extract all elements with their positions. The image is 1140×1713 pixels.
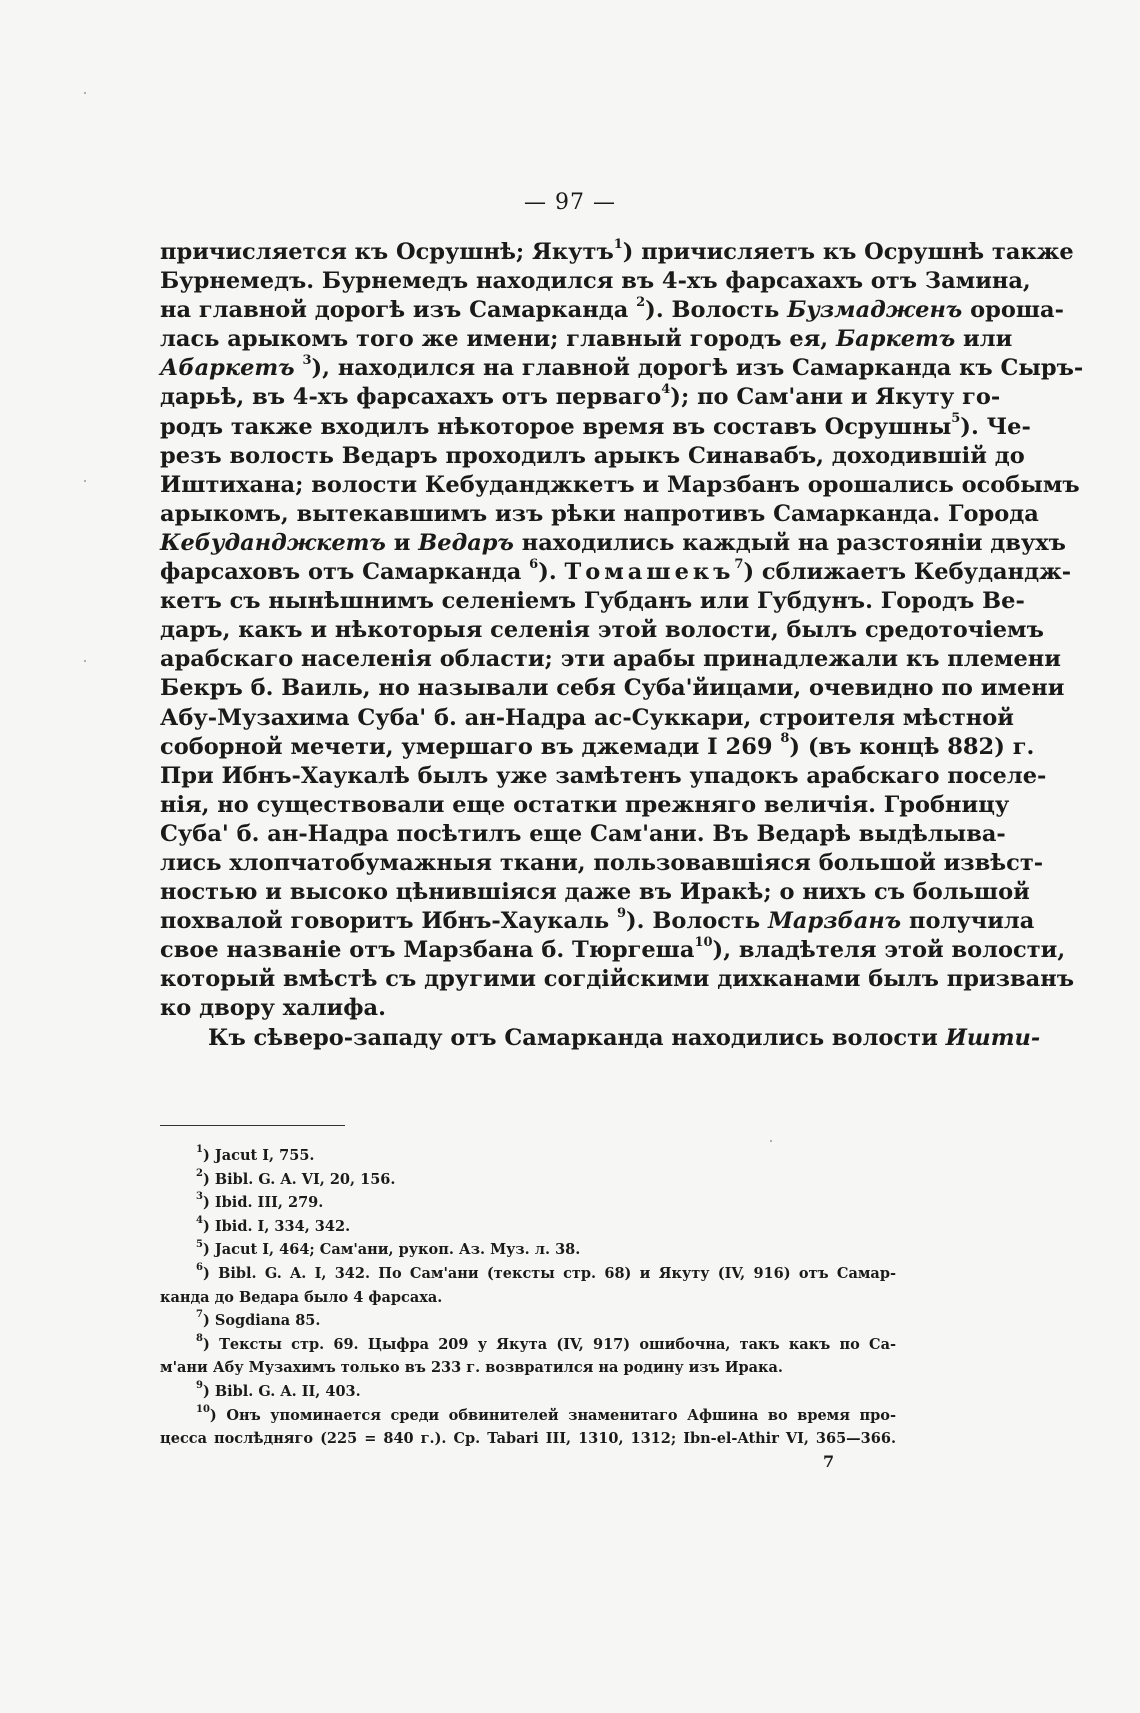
text-line: Абу-Музахима Суба' б. ан-Надра ас-Суккари, строителя мѣстной (160, 704, 1014, 731)
footnote-text: Sogdiana 85. (214, 1312, 321, 1330)
text-run: причисляется къ Осрушнѣ; Якутъ (160, 239, 614, 265)
text-run: на главной дорогѣ изъ Самарканда (160, 297, 629, 324)
footnote-mark: 3 (196, 1191, 203, 1203)
text-run: соборной мечети, умершаго въ джемади I 269 (160, 733, 773, 760)
footnote (160, 1238, 896, 1262)
text-run: ), (311, 355, 330, 382)
footnote-mark: 1 (196, 1144, 203, 1156)
footnote-text: Ibid. III, 279. (214, 1194, 324, 1212)
footnote-ref[interactable]: 2 (636, 294, 646, 310)
footnote-text: Bibl. G. A. I, 342. По Сам'ани (тексты стр. 68) и Якуту (IV, 916) отъ Самар- (218, 1264, 896, 1282)
footnote-line: $^8$) Тексты стр. 69. Цыфра 209 у Якута (IV, 917) ошибочна, такъ какъ по Са- (196, 1332, 896, 1353)
footnote-line: $^5$) Jacut I, 464; Сам'ани, рукоп. Аз. Муз. л. 38. (196, 1238, 581, 1259)
footnote-ref[interactable]: 1 (613, 236, 623, 252)
footnote (160, 1215, 896, 1239)
footnote-text: Bibl. G. A. II, 403. (214, 1382, 361, 1400)
text-line: арабскаго населенія области; эти арабы принадлежали къ племени (160, 646, 1061, 673)
text-line (160, 294, 1064, 325)
text-line: который вмѣстѣ съ другими согдійскими дихканами былъ призванъ (160, 966, 1074, 993)
text-run: фарсаховъ отъ Самарканда (160, 559, 522, 586)
footnote (160, 1309, 896, 1333)
footnote-line: канда до Ведара было 4 фарсаха. (160, 1288, 443, 1306)
footnote-mark: 7 (196, 1309, 203, 1321)
footnote (160, 1404, 896, 1451)
footnote-ref[interactable]: 7 (734, 556, 744, 572)
text-run: ороша- (970, 297, 1064, 324)
footnote-mark: 2 (196, 1167, 203, 1179)
text-line: Бекръ б. Ваиль, но называли себя Суба'йицами, очевидно по имени (160, 675, 1065, 702)
italic-name: Ведаръ (418, 529, 514, 556)
text-line: Бурнемедъ. Бурнемедъ находился въ 4-хъ фарсахахъ отъ Замина, (160, 268, 1031, 295)
italic-name: Кебуданджкетъ (160, 529, 386, 556)
text-run: ) (въ концѣ 882) г. (789, 733, 1035, 760)
text-line (160, 934, 1066, 965)
main-text (160, 236, 1084, 1053)
italic-name: Бузмадженъ (787, 297, 963, 324)
footnote-line: $^3$) Ibid. III, 279. (196, 1191, 324, 1212)
italic-name: Марзбанъ (767, 908, 902, 935)
footnote-line: $^{10}$) Онъ упоминается среди обвинителей знаменитаго Афшина во время про- (196, 1403, 896, 1424)
text-run: родъ также входилъ нѣкоторое время въ составъ Осрушны (160, 413, 952, 440)
text-run: или (963, 326, 1013, 353)
text-line (160, 325, 1013, 354)
footnote-text: Онъ упоминается среди обвинителей знаменитаго Афшина во время про- (226, 1406, 896, 1424)
footnote-ref[interactable]: 5 (951, 411, 961, 427)
footnote-line: $^7$) Sogdiana 85. (196, 1309, 321, 1330)
footnote-text: Jacut I, 464; Сам'ани, рукоп. Аз. Муз. л. 38. (214, 1241, 581, 1259)
italic-name: Баркетъ (835, 326, 956, 353)
footnote-ref[interactable]: 10 (694, 934, 713, 950)
text-run: ). Че- (960, 413, 1031, 440)
footnote (160, 1262, 896, 1309)
text-line: резъ волость Ведаръ проходилъ арыкъ Синавабъ, доходившій до (160, 442, 1025, 469)
footnote-text: Bibl. G. A. VI, 20, 156. (214, 1170, 396, 1188)
text-run: ), владѣтеля этой волости, (712, 937, 1066, 964)
footnote-mark: 6 (196, 1262, 203, 1274)
footnote-mark: 4 (196, 1214, 203, 1226)
text-line (160, 731, 1035, 762)
page-number: — 97 — (524, 190, 616, 215)
footnotes (160, 1144, 896, 1451)
text-line: При Ибнъ-Хаукалѣ былъ уже замѣтенъ упадокъ арабскаго поселе- (160, 762, 1047, 789)
text-run: дарьѣ, въ 4-хъ фарсахахъ отъ перваго (160, 384, 662, 411)
text-run: свое названіе отъ Марзбана б. Тюргеша (160, 937, 695, 964)
footnote-mark: 10 (196, 1403, 210, 1415)
footnote-divider (160, 1125, 345, 1126)
footnote-ref[interactable]: 3 (302, 352, 312, 368)
text-run: ). Волость (645, 297, 780, 324)
text-line (160, 556, 1072, 587)
text-line: нія, но существовали еще остатки прежняго величія. Гробницу (160, 791, 1010, 818)
footnote-line: $^2$) Bibl. G. A. VI, 20, 156. (196, 1167, 396, 1188)
text-run: ). (538, 559, 557, 586)
text-run: лась арыкомъ того же имени; главный городъ ея, (160, 326, 829, 353)
text-line (160, 411, 1031, 442)
footnote (160, 1168, 896, 1192)
footnote-text: Jacut I, 755. (214, 1147, 315, 1164)
text-run: ); по Сам'ани и Якуту го- (670, 384, 1001, 411)
footnote-ref[interactable]: 9 (616, 905, 627, 921)
scan-speck (84, 660, 86, 662)
spaced-name: Томашекъ (564, 559, 735, 586)
text-line: Иштихана; волости Кебуданджкетъ и Марзбанъ орошались особымъ (160, 471, 1080, 498)
paragraph-1 (160, 236, 1084, 1024)
text-run: находились каждый на разстояніи двухъ (521, 529, 1066, 556)
text-run: и (393, 529, 411, 556)
paragraph-2 (160, 1024, 1041, 1053)
footnote-mark: 8 (196, 1332, 203, 1344)
text-run: получила (909, 908, 1035, 935)
text-run: находился на главной дорогѣ изъ Самарканда къ Сыръ- (337, 355, 1084, 382)
text-line (160, 381, 1001, 412)
footnote-ref[interactable]: 4 (661, 381, 671, 397)
printer-signature-mark: 7 (823, 1452, 835, 1471)
footnote-line: $^6$) Bibl. G. A. I, 342. По Сам'ани (тексты стр. 68) и Якуту (IV, 916) отъ Самар- (196, 1262, 896, 1282)
footnote-ref[interactable]: 6 (529, 556, 539, 572)
text-run: похвалой говоритъ Ибнъ-Хаукаль (160, 908, 610, 935)
text-line: лись хлопчатобумажныя ткани, пользовавшіяся большой извѣст- (160, 849, 1044, 876)
text-line: даръ, какъ и нѣкоторыя селенія этой волости, былъ средоточіемъ (160, 617, 1044, 644)
text-line (160, 529, 1066, 558)
footnote-ref[interactable]: 8 (780, 731, 790, 747)
footnote (160, 1191, 896, 1215)
text-run: Къ сѣверо-западу отъ Самарканда находились волости (208, 1024, 938, 1051)
scan-speck (84, 480, 86, 482)
text-line (160, 905, 1035, 936)
footnote-mark: 9 (196, 1380, 203, 1392)
footnote (160, 1144, 896, 1168)
text-line: Суба' б. ан-Надра посѣтилъ еще Сам'ани. Въ Ведарѣ выдѣлыва- (160, 820, 1006, 847)
text-line (160, 352, 1084, 383)
text-run: ). Волость (626, 908, 761, 935)
text-line: арыкомъ, вытекавшимъ изъ рѣки напротивъ Самарканда. Города (160, 500, 1039, 527)
footnote-mark: 5 (196, 1238, 203, 1250)
italic-name: Ишти- (945, 1024, 1041, 1051)
footnote-text: Ibid. I, 334, 342. (214, 1217, 351, 1235)
text-run: ) сближаетъ Кебудандж- (743, 559, 1072, 586)
text-line: кетъ съ нынѣшнимъ селеніемъ Губданъ или Губдунъ. Городъ Ве- (160, 588, 1025, 615)
scan-speck (84, 92, 86, 94)
text-line (160, 1024, 1041, 1053)
text-run: ) причисляетъ къ Осрушнѣ также (622, 239, 1074, 265)
footnote-line: м'ани Абу Музахимъ только въ 233 г. возвратился на родину изъ Ирака. (160, 1359, 783, 1377)
footnote (160, 1380, 896, 1404)
text-line (160, 236, 1074, 267)
footnote-line: $^9$) Bibl. G. A. II, 403. (196, 1380, 361, 1400)
footnote-text: Тексты стр. 69. Цыфра 209 у Якута (IV, 917) ошибочна, такъ какъ по Са- (219, 1335, 896, 1353)
text-line: ностью и высоко цѣнившіяся даже въ Иракѣ; о нихъ съ большой (160, 879, 1030, 906)
italic-name: Абаркетъ (160, 355, 295, 382)
footnote-line: $^4$) Ibid. I, 334, 342. (196, 1214, 351, 1235)
footnote (160, 1333, 896, 1380)
scan-speck (770, 1140, 772, 1142)
footnote-line: $^1$) Jacut I, 755. (196, 1144, 315, 1164)
footnote-line: цесса послѣдняго (225 = 840 г.). Ср. Tabari III, 1310, 1312; Ibn-el-Athir VI, 365—366. (160, 1430, 896, 1448)
text-line: ко двору халифа. (160, 995, 386, 1022)
